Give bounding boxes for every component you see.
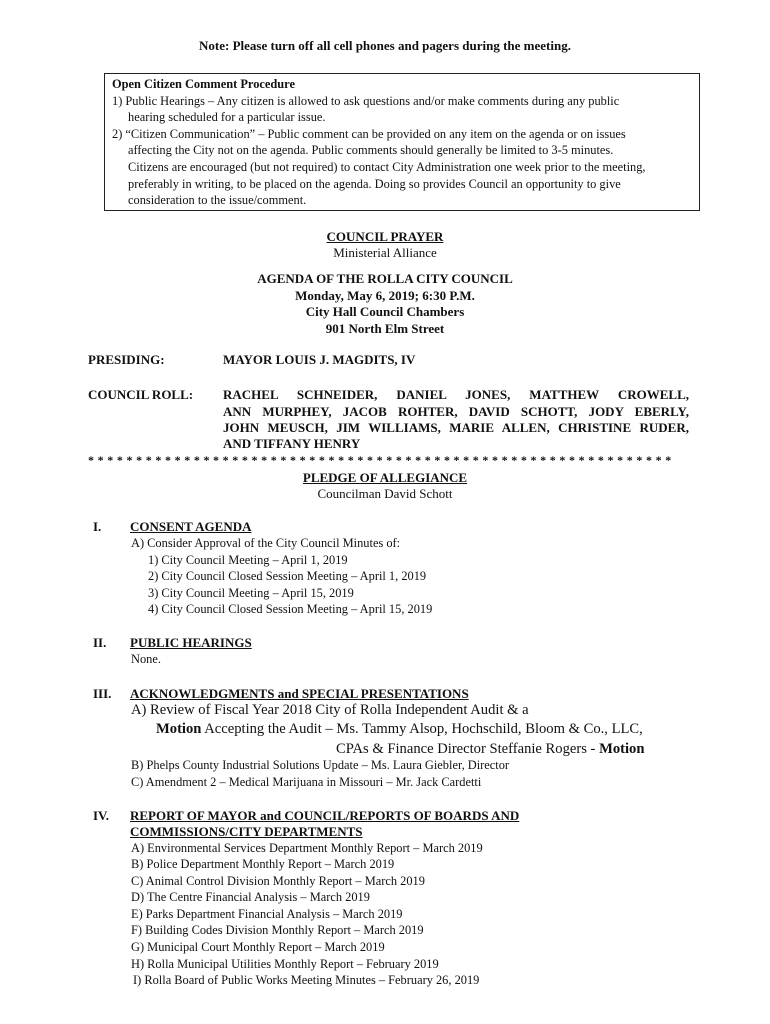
procedure-line: 2) “Citizen Communication” – Public comment can be provided on any item on the agenda or on issues bbox=[112, 127, 626, 141]
procedure-title: Open Citizen Comment Procedure bbox=[112, 77, 295, 91]
list-item: D) The Centre Financial Analysis – March 2019 bbox=[131, 890, 370, 904]
section-title: ACKNOWLEDGMENTS and SPECIAL PRESENTATIONS bbox=[130, 686, 469, 701]
presentation-a-text: CPAs & Finance Director Steffanie Rogers - bbox=[336, 741, 600, 757]
procedure-line: 1) Public Hearings – Any citizen is allowed to ask questions and/or make comments during any public bbox=[112, 94, 620, 108]
procedure-line: consideration to the issue/comment. bbox=[128, 193, 307, 207]
council-prayer-by: Ministerial Alliance bbox=[333, 245, 437, 260]
council-roll-line: RACHEL SCHNEIDER, DANIEL JONES, MATTHEW CROWELL, bbox=[223, 387, 689, 402]
presentation-a-line: A) Review of Fiscal Year 2018 City of Rolla Independent Audit & a bbox=[131, 702, 529, 718]
list-item: 3) City Council Meeting – April 15, 2019 bbox=[148, 586, 354, 600]
list-item: G) Municipal Court Monthly Report – March 2019 bbox=[131, 940, 385, 954]
presentation-a-line bbox=[156, 721, 643, 738]
list-item: F) Building Codes Division Monthly Report – March 2019 bbox=[131, 923, 424, 937]
section-number: II. bbox=[93, 635, 107, 650]
presentation-b: B) Phelps County Industrial Solutions Update – Ms. Laura Giebler, Director bbox=[131, 758, 510, 772]
list-item: E) Parks Department Financial Analysis – March 2019 bbox=[131, 907, 403, 921]
procedure-line: preferably in writing, to be placed on the agenda. Doing so provides Council an opportunity to give bbox=[128, 177, 621, 191]
procedure-line: affecting the City not on the agenda. Public comments should generally be limited to 3-5 minutes. bbox=[128, 143, 614, 157]
list-item: B) Police Department Monthly Report – March 2019 bbox=[131, 857, 395, 871]
procedure-line: Citizens are encouraged (but not required) to contact City Administration one week prior to the meeting, bbox=[128, 160, 646, 174]
presentation-a-line bbox=[336, 741, 644, 758]
section-title: CONSENT AGENDA bbox=[130, 519, 252, 534]
list-item: H) Rolla Municipal Utilities Monthly Report – February 2019 bbox=[131, 957, 439, 971]
presiding-label: PRESIDING: bbox=[88, 352, 165, 367]
pledge-by: Councilman David Schott bbox=[317, 486, 453, 501]
presiding-value: MAYOR LOUIS J. MAGDITS, IV bbox=[223, 352, 416, 367]
section-body: None. bbox=[131, 652, 161, 666]
section-number: I. bbox=[93, 519, 102, 534]
section-title: REPORT OF MAYOR and COUNCIL/REPORTS OF BOARDS AND bbox=[130, 808, 520, 823]
list-item: 4) City Council Closed Session Meeting – April 15, 2019 bbox=[148, 602, 433, 616]
list-item: C) Animal Control Division Monthly Report – March 2019 bbox=[131, 874, 425, 888]
section-title: PUBLIC HEARINGS bbox=[130, 635, 252, 650]
agenda-address: 901 North Elm Street bbox=[325, 321, 445, 336]
agenda-title: AGENDA OF THE ROLLA CITY COUNCIL bbox=[257, 271, 513, 286]
council-roll-line: AND TIFFANY HENRY bbox=[223, 436, 361, 451]
section-number: IV. bbox=[93, 808, 110, 823]
council-roll-label: COUNCIL ROLL: bbox=[88, 387, 194, 402]
motion-label: Motion bbox=[599, 741, 645, 757]
council-roll-line: ANN MURPHEY, JACOB ROHTER, DAVID SCHOTT, JODY EBERLY, bbox=[223, 404, 689, 419]
pledge-title: PLEDGE OF ALLEGIANCE bbox=[302, 470, 468, 485]
consent-item-a: A) Consider Approval of the City Council Minutes of: bbox=[131, 536, 401, 550]
agenda-place: City Hall Council Chambers bbox=[305, 304, 465, 319]
list-item: A) Environmental Services Department Monthly Report – March 2019 bbox=[131, 841, 483, 855]
star-divider: ************************************************************* bbox=[88, 453, 675, 467]
council-prayer-title: COUNCIL PRAYER bbox=[326, 229, 444, 244]
presentation-a-text: Accepting the Audit – Ms. Tammy Alsop, Hochschild, Bloom & Co., LLC, bbox=[201, 721, 643, 737]
list-item: 2) City Council Closed Session Meeting – April 1, 2019 bbox=[148, 569, 427, 583]
presentation-c: C) Amendment 2 – Medical Marijuana in Missouri – Mr. Jack Cardetti bbox=[131, 775, 482, 789]
list-item: I) Rolla Board of Public Works Meeting Minutes – February 26, 2019 bbox=[133, 973, 480, 987]
section-number: III. bbox=[93, 686, 112, 701]
list-item: 1) City Council Meeting – April 1, 2019 bbox=[148, 553, 348, 567]
procedure-line: hearing scheduled for a particular issue. bbox=[128, 110, 326, 124]
agenda-date: Monday, May 6, 2019; 6:30 P.M. bbox=[295, 288, 475, 303]
motion-label: Motion bbox=[156, 721, 202, 737]
meeting-note: Note: Please turn off all cell phones and pagers during the meeting. bbox=[199, 38, 571, 53]
council-roll-line: JOHN MEUSCH, JIM WILLIAMS, MARIE ALLEN, CHRISTINE RUDER, bbox=[223, 420, 689, 435]
section-title: COMMISSIONS/CITY DEPARTMENTS bbox=[130, 824, 363, 839]
